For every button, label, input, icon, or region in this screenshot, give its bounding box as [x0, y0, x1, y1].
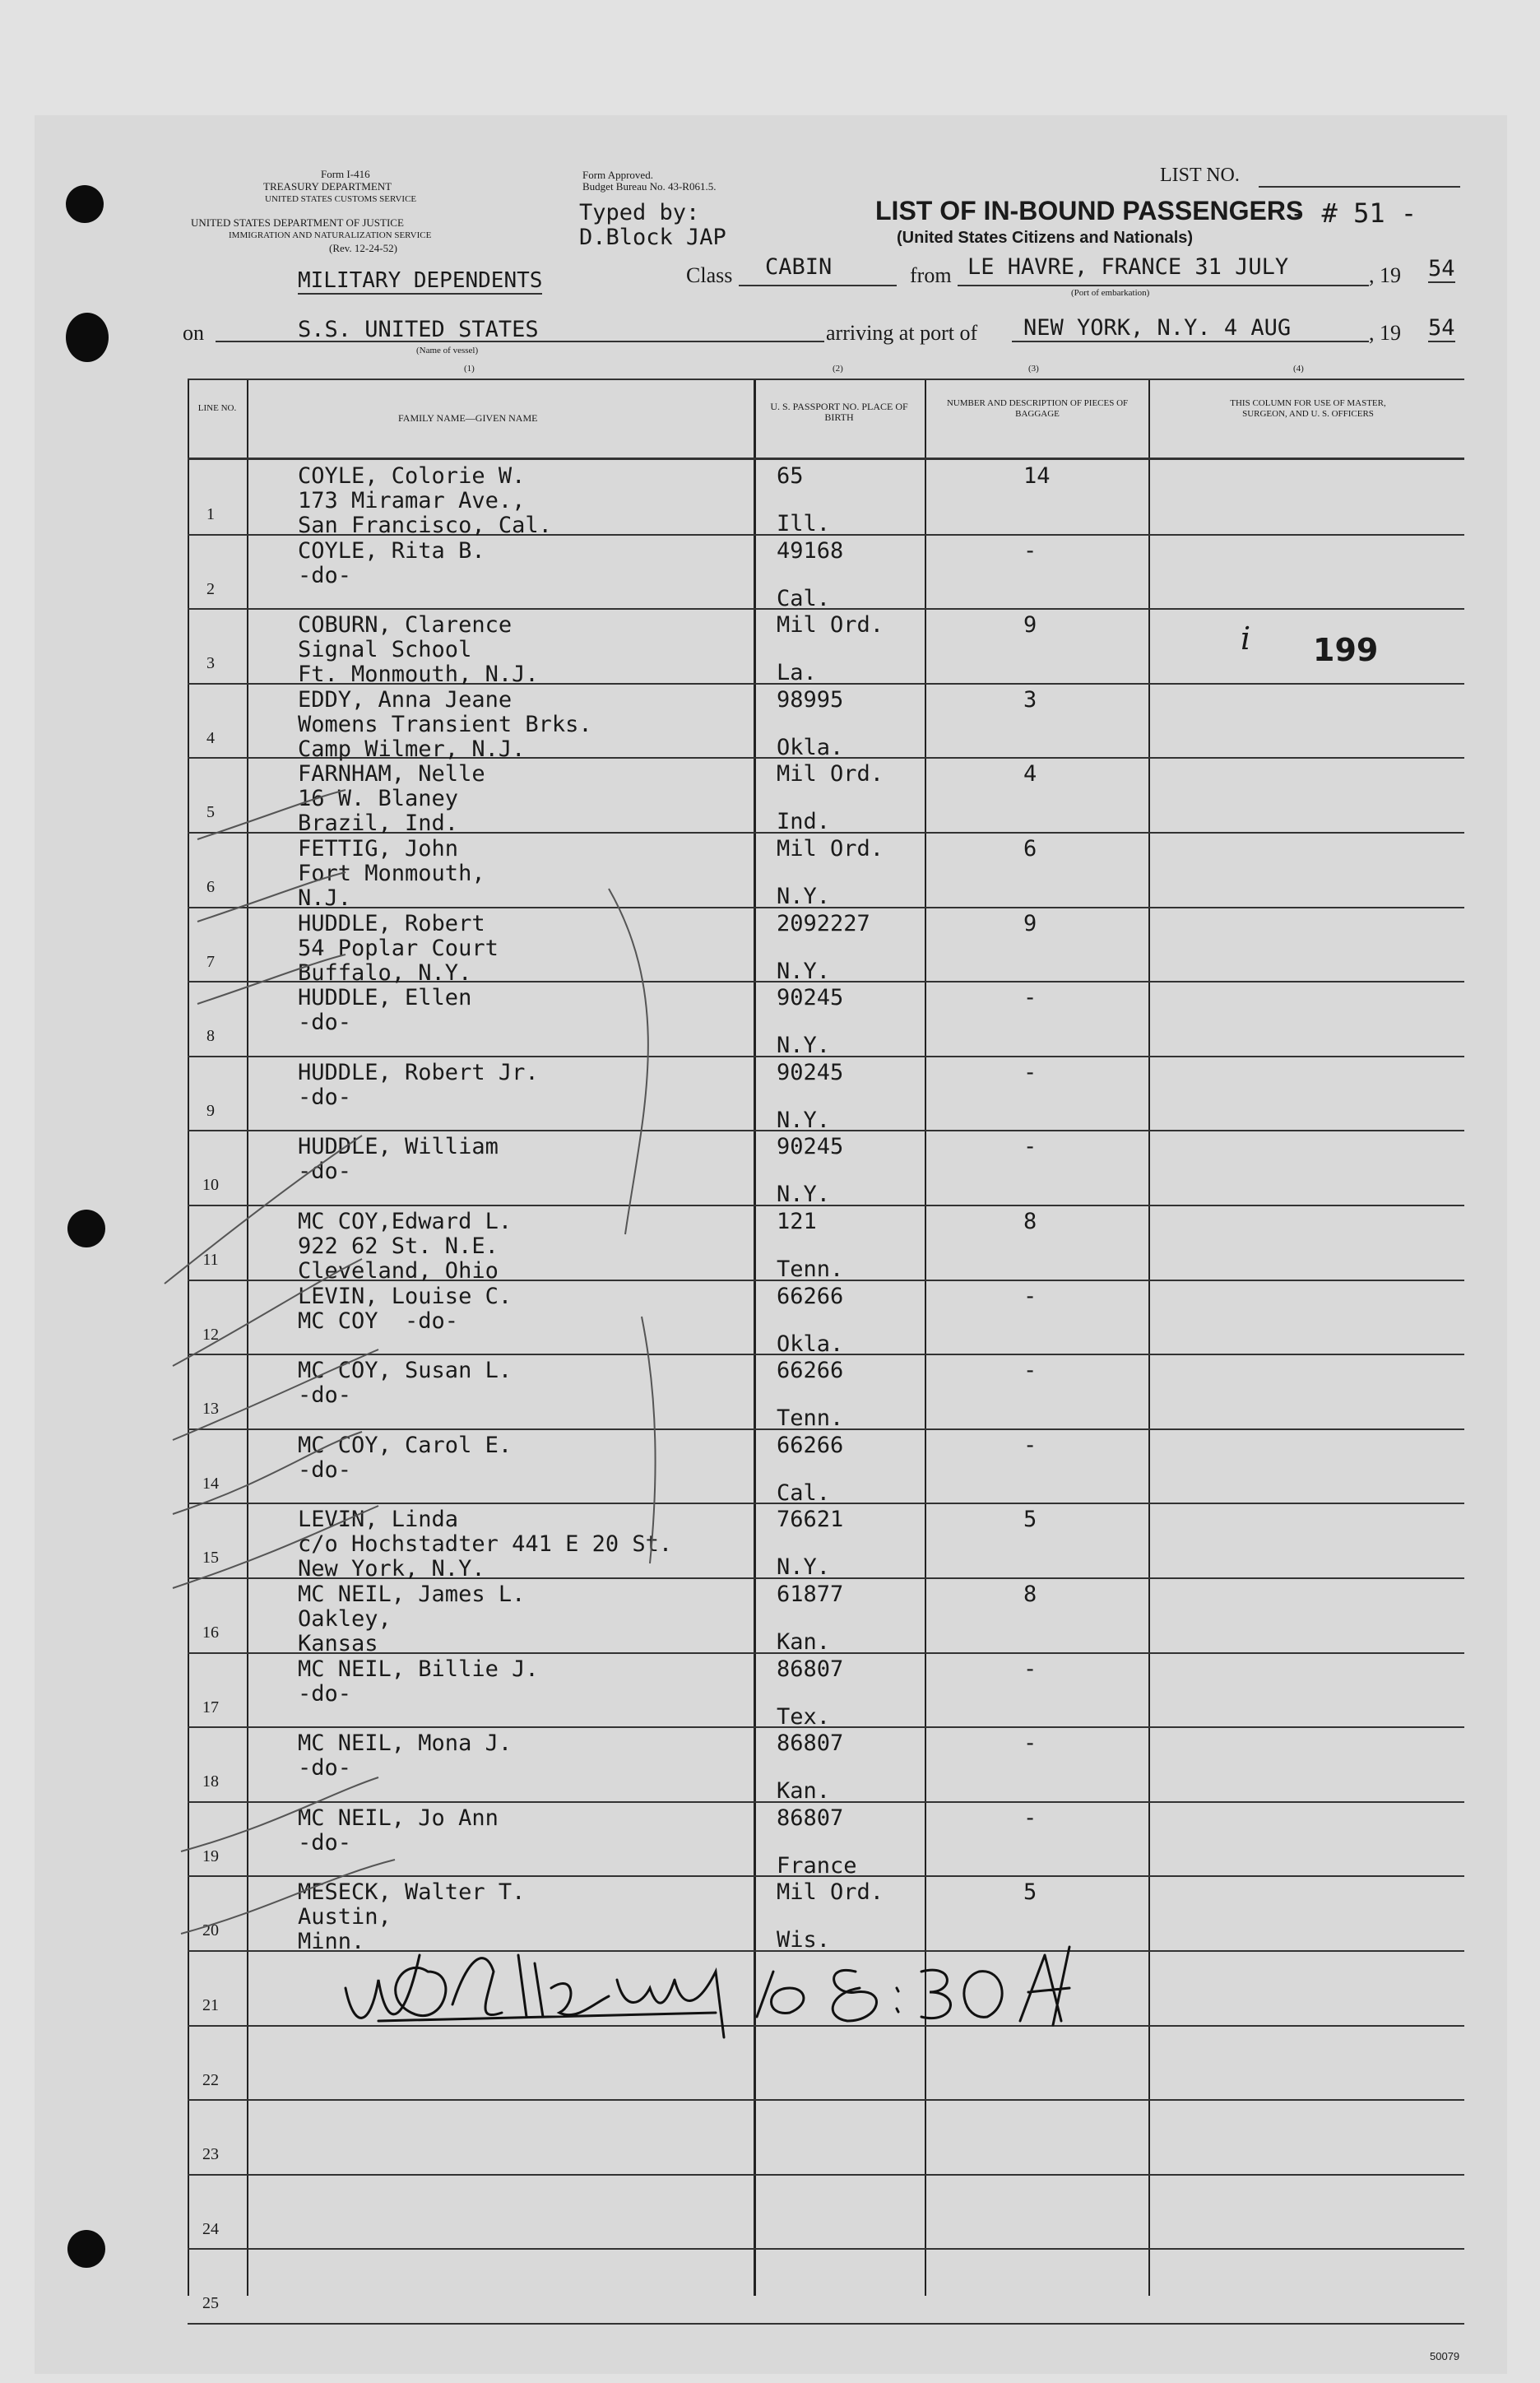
arriving-label: arriving at port of — [826, 321, 978, 345]
baggage-count: - — [1023, 1059, 1037, 1085]
place-of-birth: Tenn. — [777, 1257, 844, 1282]
baggage-count: - — [1023, 537, 1037, 564]
customs-service: UNITED STATES CUSTOMS SERVICE — [265, 194, 417, 204]
line-number: 20 — [202, 1921, 219, 1940]
baggage-count: - — [1023, 1805, 1037, 1831]
port-of-arrival: NEW YORK, N.Y. 4 AUG — [1023, 315, 1292, 341]
place-of-birth: N.Y. — [777, 1182, 831, 1208]
passenger-name: MC COY, Susan L. -do- — [298, 1358, 513, 1409]
passport-number: 90245 — [777, 985, 844, 1011]
line-number: 12 — [202, 1325, 219, 1344]
line-number: 14 — [202, 1474, 219, 1493]
place-of-birth: France — [777, 1852, 857, 1879]
baggage-count: 8 — [1023, 1209, 1037, 1234]
baggage-count: - — [1023, 985, 1037, 1011]
passenger-name: FARNHAM, Nelle 16 W. Blaney Brazil, Ind. — [298, 761, 485, 837]
vessel-name: S.S. UNITED STATES — [298, 317, 539, 342]
passenger-name: MC COY,Edward L. 922 62 St. N.E. Cleveland, Ohio — [298, 1209, 513, 1284]
treasury-dept: TREASURY DEPARTMENT — [263, 180, 392, 193]
class-line — [739, 285, 897, 286]
baggage-count: 8 — [1023, 1582, 1037, 1607]
passport-number: Mil Ord. — [777, 836, 884, 862]
line-number: 10 — [202, 1176, 219, 1195]
row-divider — [188, 2248, 1464, 2250]
line-number: 16 — [202, 1624, 219, 1642]
passport-number: 86807 — [777, 1656, 844, 1682]
place-of-birth: N.Y. — [777, 1033, 831, 1059]
arrival-year-prefix: , 19 — [1369, 321, 1401, 345]
line-number: 4 — [206, 728, 215, 747]
passenger-name: EDDY, Anna Jeane Womens Transient Brks. Camp Wilmer, N.J. — [298, 686, 592, 762]
passport-header: U. S. PASSPORT NO. PLACE OF BIRTH — [770, 401, 908, 423]
arriving-line — [1012, 341, 1369, 342]
line-number: 11 — [202, 1251, 219, 1269]
typed-by: D.Block JAP — [579, 225, 726, 250]
passport-number: 66266 — [777, 1283, 844, 1309]
line-number: 17 — [202, 1698, 219, 1716]
passenger-name: MC NEIL, Mona J. -do- — [298, 1730, 513, 1781]
budget-bureau: Budget Bureau No. 43-R061.5. — [582, 180, 717, 193]
passport-number: 49168 — [777, 537, 844, 564]
arrival-year: 54 — [1428, 315, 1455, 341]
place-of-birth: La. — [777, 660, 817, 686]
from-year-prefix: , 19 — [1369, 263, 1401, 287]
passenger-name: MC NEIL, Jo Ann -do- — [298, 1805, 499, 1856]
passenger-name: HUDDLE, Robert Jr. -do- — [298, 1059, 539, 1110]
pencil-marks — [148, 494, 888, 2057]
baggage-count: - — [1023, 1283, 1037, 1309]
from-line — [958, 285, 1369, 286]
line-number: 7 — [206, 952, 215, 971]
place-of-birth: Wis. — [777, 1927, 831, 1953]
passenger-name: MC COY, Carol E. -do- — [298, 1432, 513, 1483]
passport-number: 86807 — [777, 1805, 844, 1831]
baggage-col-divider — [1148, 379, 1150, 2296]
place-of-birth: N.Y. — [777, 958, 831, 984]
passport-number: 90245 — [777, 1059, 844, 1085]
baggage-count: 6 — [1023, 836, 1037, 862]
punch-hole — [66, 313, 109, 362]
place-of-birth: N.Y. — [777, 884, 831, 909]
passenger-name: LEVIN, Louise C. MC COY -do- — [298, 1283, 513, 1334]
baggage-count: 3 — [1023, 686, 1037, 713]
passport-number: 61877 — [777, 1582, 844, 1607]
passport-number: 2092227 — [777, 910, 870, 936]
col1-number: (1) — [464, 364, 475, 374]
line-number: 18 — [202, 1772, 219, 1791]
line-number: 21 — [202, 1996, 219, 2014]
passport-number: 121 — [777, 1209, 817, 1234]
line-number: 2 — [206, 579, 215, 598]
form-code: 50079 — [1430, 2350, 1460, 2362]
baggage-count: - — [1023, 1432, 1037, 1458]
form-number: Form I-416 — [321, 168, 370, 180]
class-value: CABIN — [765, 254, 833, 280]
line-number: 8 — [206, 1027, 215, 1046]
line-number: 19 — [202, 1846, 219, 1865]
officers-header: THIS COLUMN FOR USE OF MASTER, SURGEON, AND U. S. OFFICERS — [1230, 398, 1386, 419]
line-number: 25 — [202, 2294, 219, 2313]
line-number: 22 — [202, 2070, 219, 2089]
stamp-number: 199 — [1313, 632, 1379, 668]
port-of-embarkation: LE HAVRE, FRANCE 31 JULY — [967, 254, 1289, 280]
place-of-birth: Ill. — [777, 511, 831, 537]
passport-number: 65 — [777, 463, 804, 489]
passport-number: 76621 — [777, 1507, 844, 1533]
header-row-bottom — [188, 458, 1464, 460]
place-of-birth: N.Y. — [777, 1107, 831, 1133]
line-number: 1 — [206, 505, 215, 523]
passenger-name: MESECK, Walter T. Austin, Minn. — [298, 1879, 526, 1955]
passport-number: Mil Ord. — [777, 761, 884, 787]
passenger-name: FETTIG, John Fort Monmouth, N.J. — [298, 836, 485, 911]
page-subtitle: (United States Citizens and Nationals) — [897, 229, 1194, 247]
list-number: - # 51 - — [1290, 197, 1417, 229]
passport-number: Mil Ord. — [777, 612, 884, 639]
place-of-birth: N.Y. — [777, 1554, 831, 1581]
revision: (Rev. 12-24-52) — [329, 242, 397, 254]
passenger-name: MC NEIL, Billie J. -do- — [298, 1656, 539, 1707]
page-title: LIST OF IN-BOUND PASSENGERS — [875, 196, 1304, 225]
on-label: on — [183, 321, 204, 345]
line-number: 24 — [202, 2219, 219, 2238]
place-of-birth: Cal. — [777, 1480, 831, 1506]
ins-service: IMMIGRATION AND NATURALIZATION SERVICE — [229, 230, 432, 240]
line-number: 3 — [206, 654, 215, 673]
place-of-birth: Tex. — [777, 1703, 831, 1730]
passenger-name: LEVIN, Linda c/o Hochstadter 441 E 20 St. New York, N.Y. — [298, 1507, 673, 1582]
from-year: 54 — [1428, 256, 1455, 281]
place-of-birth: Kan. — [777, 1778, 831, 1805]
mark-i: i — [1241, 620, 1251, 657]
place-of-birth: Ind. — [777, 809, 831, 835]
passenger-name: COYLE, Rita B. -do- — [298, 537, 485, 588]
passport-number: 90245 — [777, 1134, 844, 1160]
place-of-birth: Okla. — [777, 734, 844, 760]
passenger-name: COYLE, Colorie W. 173 Miramar Ave., San Francisco, Cal. — [298, 463, 552, 538]
passport-number: Mil Ord. — [777, 1879, 884, 1906]
line-number: 9 — [206, 1101, 215, 1120]
class-label: Class — [686, 263, 733, 287]
list-no-line — [1259, 186, 1460, 188]
row-divider — [188, 2099, 1464, 2101]
row-divider — [188, 2174, 1464, 2176]
place-of-birth: Tenn. — [777, 1405, 844, 1432]
row-divider — [188, 2323, 1464, 2325]
passenger-name: MC NEIL, James L. Oakley, Kansas — [298, 1582, 526, 1656]
list-no-label: LIST NO. — [1160, 165, 1240, 186]
col3-number: (3) — [1028, 364, 1039, 374]
place-of-birth: Kan. — [777, 1629, 831, 1655]
line-number: 5 — [206, 803, 215, 822]
baggage-count: 4 — [1023, 761, 1037, 787]
line-number: 15 — [202, 1549, 219, 1568]
passport-number: 66266 — [777, 1432, 844, 1458]
col4-number: (4) — [1293, 364, 1304, 374]
place-of-birth: Cal. — [777, 585, 831, 611]
baggage-count: 9 — [1023, 910, 1037, 936]
name-header: FAMILY NAME—GIVEN NAME — [398, 412, 538, 424]
passenger-name: HUDDLE, Ellen -do- — [298, 985, 472, 1036]
line-number: 23 — [202, 2145, 219, 2164]
baggage-count: 9 — [1023, 612, 1037, 639]
from-label: from — [910, 263, 952, 287]
place-of-birth: Okla. — [777, 1331, 844, 1357]
baggage-header: NUMBER AND DESCRIPTION OF PIECES OF BAGGAGE — [946, 398, 1129, 419]
category: MILITARY DEPENDENTS — [298, 268, 543, 293]
passport-number: 86807 — [777, 1730, 844, 1757]
passport-number: 98995 — [777, 686, 844, 713]
passenger-name: HUDDLE, Robert 54 Poplar Court Buffalo, N.Y. — [298, 910, 499, 986]
passenger-name: COBURN, Clarence Signal School Ft. Monmouth, N.J. — [298, 612, 539, 688]
baggage-count: 14 — [1023, 463, 1051, 489]
baggage-count: - — [1023, 1656, 1037, 1682]
typed-by-label: Typed by: — [579, 200, 700, 225]
line-number: 6 — [206, 878, 215, 896]
passenger-name: HUDDLE, William -do- — [298, 1134, 499, 1185]
col2-number: (2) — [833, 364, 843, 374]
table-top-border — [188, 379, 1464, 380]
punch-hole — [66, 185, 104, 223]
baggage-count: - — [1023, 1730, 1037, 1757]
justice-dept: UNITED STATES DEPARTMENT OF JUSTICE — [191, 216, 404, 229]
passport-number: 66266 — [777, 1358, 844, 1384]
punch-hole — [67, 1210, 105, 1247]
baggage-count: - — [1023, 1358, 1037, 1384]
punch-hole — [67, 2230, 105, 2268]
form-approved: Form Approved. — [582, 169, 653, 181]
line-number: 13 — [202, 1400, 219, 1419]
baggage-count: - — [1023, 1134, 1037, 1160]
port-embark-label: (Port of embarkation) — [1071, 288, 1150, 298]
line-no-header: LINE NO. — [197, 403, 237, 413]
vessel-name-label: (Name of vessel) — [416, 346, 479, 355]
baggage-count: 5 — [1023, 1879, 1037, 1906]
baggage-count: 5 — [1023, 1507, 1037, 1533]
